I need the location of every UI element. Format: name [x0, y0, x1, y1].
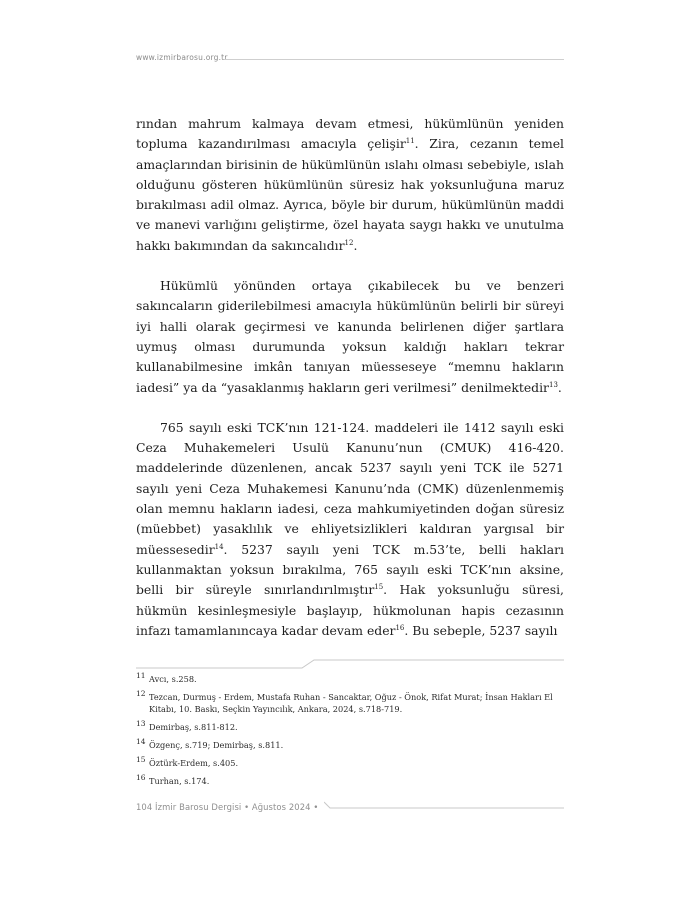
footnote-number: 16: [136, 773, 146, 782]
footnote-separator: [136, 659, 564, 669]
paragraph-text: 765 sayılı eski TCK’nın 121-124. maddeleri ile 1412 sayılı eski Ceza Muhakemeleri Usulü Kanunu’nun (CMUK) 416-420. maddelerinde düzenlenen, ancak 5237 sayılı yeni TCK ile 5271 sayılı yeni Ceza Muhakemesi Kanunu’nda (CMK) düzenlenmemiş olan memnu hakların iadesi, ceza mahkumiyetinden doğan süresiz (müebbet) yasaklılık ve ehliyetsizlikleri kaldıran yargısal bir müessesedir: [136, 419, 564, 557]
footnote-ref: 11: [405, 137, 415, 146]
page-footer: [136, 801, 564, 815]
paragraph-text: .: [557, 379, 562, 395]
footer-text: 104 İzmir Barosu Dergisi • Ağustos 2024 •: [136, 802, 319, 812]
footnote-number: 13: [136, 719, 146, 728]
footnote: [136, 739, 564, 751]
paragraph: [136, 418, 564, 641]
footnote-ref: 15: [374, 583, 384, 592]
footnote: [136, 673, 564, 685]
footnote-number: 11: [136, 671, 146, 680]
paragraph-text: . Zira, cezanın temel amaçlarından birisinin de hükümlünün ıslahı olması sebebiyle, ıslah olduğunu gösteren hükümlünün süresiz hak yoksunluğuna maruz bırakılması adil olmaz. Ayrıca, böyle bir durum, hükümlünün maddi ve manevi varlığını geliştirme, özel hayata saygı hakkı ve unutulma hakkı bakımından da sakıncalıdır: [136, 136, 564, 253]
footnote: [136, 721, 564, 733]
footer-rule: [324, 801, 564, 811]
footnote-number: 12: [136, 689, 146, 698]
footnote-text: Öztürk-Erdem, s.405.: [149, 758, 239, 768]
footnote-ref: 16: [395, 623, 405, 632]
paragraph-text: .: [353, 237, 358, 253]
footnote-text: Demirbaş, s.811-812.: [149, 722, 238, 732]
footnote-ref: 14: [214, 542, 224, 551]
footnote-number: 14: [136, 737, 146, 746]
paragraph: [136, 114, 564, 256]
paragraph-text: Hükümlü yönünden ortaya çıkabilecek bu ve benzeri sakıncaların giderilebilmesi amacıyla hükümlünün belirli bir süreyi iyi halli olarak geçirmesi ve kanunda belirlenen diğer şartlara uymuş olması durumunda yoksun kaldığı hakları tekrar kullanabilmesine imkân tanıyan müesseseye “memnu hakların iadesi” ya da “yasaklanmış hakların geri verilmesi” denilmektedir: [136, 278, 564, 395]
page-header: [136, 53, 564, 65]
footnote-number: 15: [136, 755, 146, 764]
footnote-text: Tezcan, Durmuş - Erdem, Mustafa Ruhan - Sancaktar, Oğuz - Önok, Rifat Murat; İnsan Hakları El Kitabı, 10. Baskı, Seçkin Yayıncılık, Ankara, 2024, s.718-719.: [149, 692, 553, 714]
footnote: [136, 757, 564, 769]
footnote-text: Özgenç, s.719; Demirbaş, s.811.: [149, 740, 284, 750]
paragraph-text: . Hak yoksunluğu süresi, hükmün kesinleşmesiyle başlayıp, hükmolunan hapis cezasının infazı tamamlanıncaya kadar devam eder: [136, 582, 564, 638]
footnote: [136, 775, 564, 787]
footnotes: [136, 673, 564, 793]
footnote-ref: 12: [344, 238, 354, 247]
footnote-text: Avcı, s.258.: [149, 674, 197, 684]
paragraph-text: . Bu sebeple, 5237 sayılı: [404, 622, 558, 638]
body-text: [136, 114, 564, 641]
paragraph: [136, 276, 564, 398]
paragraph-text: rından mahrum kalmaya devam etmesi, hükümlünün yeniden topluma kazandırılması amacıyla çelişir: [136, 116, 564, 152]
footnote: [136, 691, 564, 715]
footnote-text: Turhan, s.174.: [149, 776, 210, 786]
header-rule: [224, 59, 564, 60]
paragraph-text: . 5237 sayılı yeni TCK m.53’te, belli hakları kullanmaktan yoksun bırakılma, 765 sayılı eski TCK’nın aksine, belli bir süreyle sınırlandırılmıştır: [136, 541, 564, 598]
header-url: www.izmirbarosu.org.tr: [136, 53, 228, 62]
footnote-ref: 13: [548, 380, 558, 389]
